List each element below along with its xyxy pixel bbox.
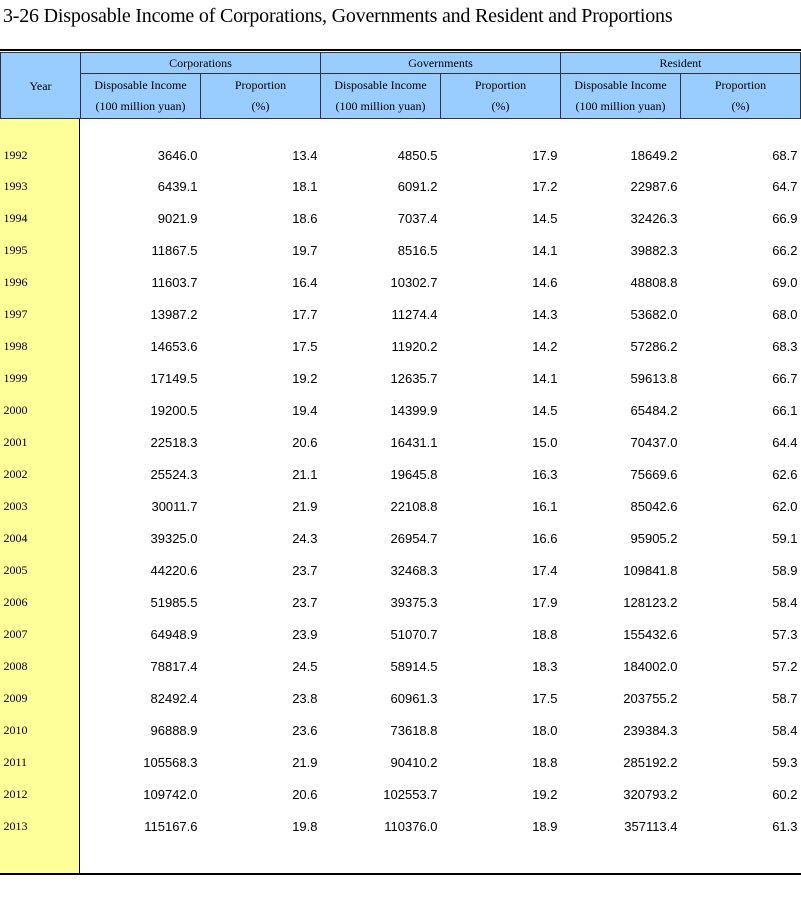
governments-proportion-cell: 14.1 [532, 242, 558, 258]
income-header-line1: Disposable Income [574, 78, 667, 92]
corporations-proportion-cell: 21.1 [292, 466, 318, 482]
governments-proportion-cell: 17.5 [532, 690, 558, 706]
year-cell: 2008 [3, 658, 28, 673]
year-cell: 2000 [3, 402, 28, 417]
corporations-income-cell: 115167.6 [144, 818, 198, 834]
governments-income-cell: 102553.7 [383, 786, 438, 802]
year-cell: 2013 [3, 818, 28, 833]
resident-proportion-cell: 64.4 [772, 434, 798, 450]
resident-income-cell: 39882.3 [630, 242, 678, 258]
corporations-proportion-header [201, 74, 321, 119]
table-header [1, 53, 801, 119]
governments-income-cell: 11920.2 [391, 338, 438, 354]
resident-income-cell: 85042.6 [630, 498, 678, 514]
table-body [1, 119, 801, 843]
resident-income-cell: 18649.2 [630, 147, 678, 163]
table-row [1, 618, 801, 650]
governments-group-header: Governments [321, 53, 561, 74]
table-row [1, 714, 801, 746]
corporations-income-cell: 11867.5 [151, 242, 198, 258]
table-row [1, 554, 801, 586]
corporations-proportion-cell: 17.7 [292, 306, 318, 322]
table-row [1, 266, 801, 298]
resident-proportion-header [681, 74, 801, 119]
resident-proportion-cell: 58.4 [772, 594, 798, 610]
corporations-group-header: Corporations [81, 53, 321, 74]
corporations-income-cell: 3646.0 [157, 147, 198, 163]
resident-proportion-cell: 60.2 [772, 786, 798, 802]
table-row [1, 202, 801, 234]
corporations-proportion-cell: 21.9 [292, 754, 318, 770]
governments-income-cell: 60961.3 [390, 690, 438, 706]
governments-income-cell: 6091.2 [397, 178, 438, 194]
governments-proportion-cell: 15.0 [532, 434, 558, 450]
corporations-income-cell: 17149.5 [150, 370, 198, 386]
table-row [1, 586, 801, 618]
proportion-header-line2: (%) [251, 99, 270, 113]
governments-income-cell: 7037.4 [397, 210, 438, 226]
corporations-income-cell: 6439.1 [157, 178, 198, 194]
year-cell: 1992 [3, 147, 28, 162]
corporations-proportion-cell: 13.4 [292, 147, 318, 163]
corporations-income-header [81, 74, 201, 119]
resident-proportion-cell: 58.7 [772, 690, 798, 706]
resident-income-cell: 48808.8 [630, 274, 678, 290]
governments-proportion-cell: 14.5 [532, 402, 558, 418]
resident-proportion-cell: 68.3 [772, 338, 798, 354]
corporations-income-cell: 22518.3 [150, 434, 198, 450]
corporations-proportion-cell: 16.4 [292, 274, 318, 290]
governments-income-cell: 8516.5 [397, 242, 438, 258]
governments-income-cell: 90410.2 [390, 754, 438, 770]
table-row [1, 394, 801, 426]
proportion-header-line1: Proportion [474, 78, 527, 92]
resident-income-cell: 65484.2 [630, 402, 678, 418]
governments-proportion-cell: 17.2 [532, 178, 558, 194]
income-header-line1: Disposable Income [94, 78, 187, 92]
resident-income-cell: 22987.6 [630, 178, 678, 194]
corporations-proportion-cell: 20.6 [292, 786, 318, 802]
year-column-header: Year [1, 53, 81, 119]
year-cell: 2003 [3, 498, 28, 513]
year-cell: 2012 [3, 786, 28, 801]
title-rule [0, 49, 801, 51]
corporations-proportion-cell: 18.6 [292, 210, 318, 226]
table-row [1, 234, 801, 266]
year-cell: 1994 [3, 210, 28, 225]
corporations-income-cell: 11603.7 [151, 274, 198, 290]
resident-proportion-cell: 62.6 [772, 466, 798, 482]
corporations-proportion-cell: 20.6 [292, 434, 318, 450]
resident-income-cell: 53682.0 [630, 306, 678, 322]
governments-proportion-cell: 17.9 [532, 594, 558, 610]
governments-income-cell: 26954.7 [390, 530, 438, 546]
corporations-proportion-cell: 19.2 [292, 370, 318, 386]
corporations-income-cell: 39325.0 [150, 530, 198, 546]
resident-proportion-cell: 66.9 [772, 210, 798, 226]
resident-income-cell: 70437.0 [630, 434, 678, 450]
table-row [1, 426, 801, 458]
income-header-line2: (100 million yuan) [95, 99, 186, 113]
proportion-header-line1: Proportion [714, 78, 767, 92]
resident-income-cell: 239384.3 [623, 722, 678, 738]
governments-proportion-cell: 18.8 [532, 626, 558, 642]
proportion-header-line1: Proportion [234, 78, 287, 92]
corporations-income-cell: 25524.3 [150, 466, 198, 482]
corporations-income-cell: 82492.4 [150, 690, 198, 706]
resident-income-cell: 95905.2 [630, 530, 678, 546]
income-header-line1: Disposable Income [334, 78, 427, 92]
corporations-income-cell: 51985.5 [150, 594, 198, 610]
governments-proportion-cell: 18.0 [532, 722, 558, 738]
page-title: 3-26 Disposable Income of Corporations, Governments and Resident and Proportions [3, 5, 673, 27]
table-row [1, 170, 801, 202]
year-cell: 2001 [3, 434, 28, 449]
resident-proportion-cell: 68.0 [772, 306, 798, 322]
resident-income-cell: 357113.4 [624, 818, 678, 834]
table-row [1, 778, 801, 810]
table-row [1, 140, 801, 170]
year-cell: 2002 [3, 466, 28, 481]
resident-proportion-cell: 69.0 [772, 274, 798, 290]
resident-proportion-cell: 66.7 [772, 370, 798, 386]
table-row [1, 522, 801, 554]
table-row [1, 650, 801, 682]
corporations-proportion-cell: 19.4 [292, 402, 318, 418]
table-row [1, 682, 801, 714]
income-header-line2: (100 million yuan) [335, 99, 426, 113]
governments-income-cell: 19645.8 [390, 466, 438, 482]
governments-income-cell: 14399.9 [390, 402, 438, 418]
table-row [1, 458, 801, 490]
corporations-proportion-cell: 23.6 [292, 722, 318, 738]
spacer-row [1, 119, 801, 141]
resident-proportion-cell: 64.7 [772, 178, 798, 194]
income-table [0, 52, 801, 842]
resident-proportion-cell: 61.3 [772, 818, 798, 834]
corporations-proportion-cell: 17.5 [292, 338, 318, 354]
governments-income-cell: 110376.0 [384, 818, 438, 834]
resident-proportion-cell: 57.2 [772, 658, 798, 674]
resident-proportion-cell: 59.3 [772, 754, 798, 770]
resident-income-cell: 32426.3 [630, 210, 678, 226]
governments-income-cell: 16431.1 [390, 434, 438, 450]
resident-income-cell: 109841.8 [623, 562, 678, 578]
year-cell: 1993 [3, 178, 28, 193]
year-cell: 2006 [3, 594, 28, 609]
governments-proportion-cell: 17.9 [532, 147, 558, 163]
governments-proportion-cell: 16.3 [532, 466, 558, 482]
governments-income-cell: 51070.7 [390, 626, 438, 642]
resident-proportion-cell: 57.3 [772, 626, 798, 642]
governments-proportion-cell: 18.8 [532, 754, 558, 770]
governments-income-cell: 11274.4 [391, 306, 438, 322]
corporations-proportion-cell: 23.8 [292, 690, 318, 706]
year-cell: 1996 [3, 274, 28, 289]
corporations-proportion-cell: 19.8 [292, 818, 318, 834]
corporations-income-cell: 30011.7 [151, 498, 198, 514]
resident-proportion-cell: 58.4 [772, 722, 798, 738]
table-row [1, 490, 801, 522]
governments-income-cell: 73618.8 [390, 722, 438, 738]
resident-income-cell: 128123.2 [623, 594, 678, 610]
resident-income-cell: 184002.0 [623, 658, 678, 674]
governments-proportion-header [441, 74, 561, 119]
governments-proportion-cell: 18.3 [532, 658, 558, 674]
corporations-income-cell: 9021.9 [157, 210, 198, 226]
corporations-proportion-cell: 23.7 [292, 594, 318, 610]
governments-proportion-cell: 14.6 [532, 274, 558, 290]
resident-proportion-cell: 66.2 [772, 242, 798, 258]
governments-proportion-cell: 16.6 [532, 530, 558, 546]
corporations-proportion-cell: 24.3 [292, 530, 318, 546]
year-cell: 2005 [3, 562, 28, 577]
resident-income-header [561, 74, 681, 119]
year-cell: 2010 [3, 722, 28, 737]
resident-income-cell: 59613.8 [630, 370, 678, 386]
year-cell: 2009 [3, 690, 28, 705]
governments-proportion-cell: 14.5 [532, 210, 558, 226]
resident-proportion-cell: 58.9 [772, 562, 798, 578]
corporations-proportion-cell: 23.7 [292, 562, 318, 578]
governments-proportion-cell: 14.3 [532, 306, 558, 322]
resident-proportion-cell: 59.1 [772, 530, 798, 546]
table-row [1, 810, 801, 842]
corporations-proportion-cell: 21.9 [292, 498, 318, 514]
governments-income-cell: 4850.5 [397, 147, 438, 163]
governments-income-cell: 32468.3 [390, 562, 438, 578]
resident-income-cell: 75669.6 [630, 466, 678, 482]
bottom-rule [0, 873, 801, 875]
year-cell: 2004 [3, 530, 28, 545]
governments-income-cell: 39375.3 [390, 594, 438, 610]
corporations-income-cell: 64948.9 [150, 626, 198, 642]
table-row [1, 298, 801, 330]
governments-proportion-cell: 14.2 [532, 338, 558, 354]
income-header-line2: (100 million yuan) [575, 99, 666, 113]
resident-income-cell: 320793.2 [623, 786, 678, 802]
corporations-income-cell: 96888.9 [150, 722, 198, 738]
resident-proportion-cell: 62.0 [772, 498, 798, 514]
governments-proportion-cell: 16.1 [532, 498, 558, 514]
corporations-income-cell: 105568.3 [143, 754, 198, 770]
corporations-income-cell: 19200.5 [150, 402, 198, 418]
governments-income-cell: 10302.7 [390, 274, 438, 290]
corporations-proportion-cell: 23.9 [292, 626, 318, 642]
year-cell: 1995 [3, 242, 28, 257]
governments-income-cell: 58914.5 [390, 658, 438, 674]
year-cell: 2007 [3, 626, 28, 641]
corporations-income-cell: 13987.2 [150, 306, 198, 322]
resident-proportion-cell: 68.7 [772, 147, 798, 163]
corporations-income-cell: 14653.6 [150, 338, 198, 354]
governments-proportion-cell: 17.4 [532, 562, 558, 578]
resident-income-cell: 57286.2 [630, 338, 678, 354]
table-row [1, 330, 801, 362]
corporations-income-cell: 44220.6 [150, 562, 198, 578]
corporations-income-cell: 109742.0 [143, 786, 198, 802]
resident-income-cell: 155432.6 [623, 626, 678, 642]
year-cell: 2011 [3, 754, 28, 769]
year-cell: 1999 [3, 370, 28, 385]
table-row [1, 746, 801, 778]
corporations-income-cell: 78817.4 [150, 658, 198, 674]
year-cell: 1997 [3, 306, 28, 321]
resident-income-cell: 203755.2 [623, 690, 678, 706]
year-cell: 1998 [3, 338, 28, 353]
corporations-proportion-cell: 24.5 [292, 658, 318, 674]
proportion-header-line2: (%) [491, 99, 510, 113]
governments-proportion-cell: 19.2 [532, 786, 558, 802]
governments-proportion-cell: 18.9 [532, 818, 558, 834]
governments-income-cell: 12635.7 [390, 370, 438, 386]
corporations-proportion-cell: 19.7 [292, 242, 318, 258]
table-row [1, 362, 801, 394]
governments-income-cell: 22108.8 [390, 498, 438, 514]
corporations-proportion-cell: 18.1 [292, 178, 318, 194]
governments-income-header [321, 74, 441, 119]
proportion-header-line2: (%) [731, 99, 750, 113]
governments-proportion-cell: 14.1 [532, 370, 558, 386]
resident-income-cell: 285192.2 [623, 754, 678, 770]
resident-group-header: Resident [561, 53, 801, 74]
resident-proportion-cell: 66.1 [772, 402, 798, 418]
